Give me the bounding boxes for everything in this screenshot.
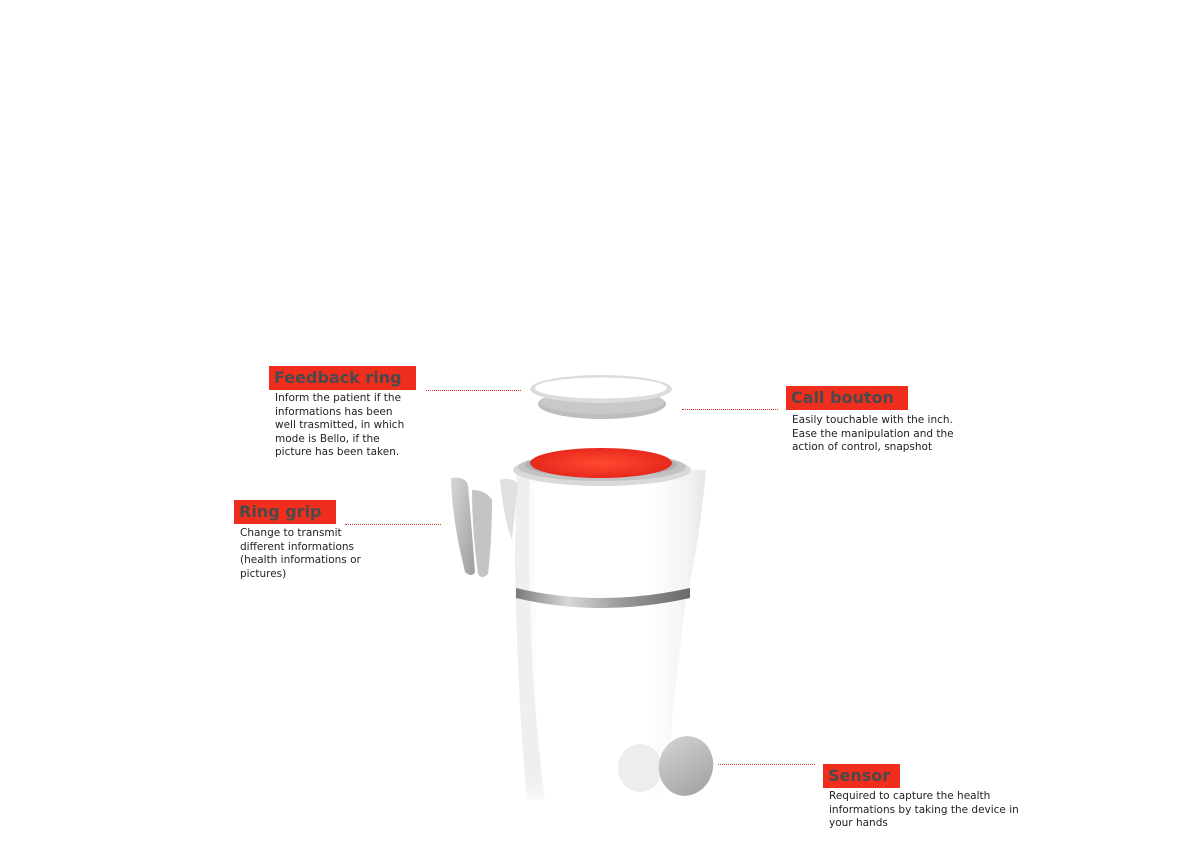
- ring-grip-title: Ring grip: [234, 500, 336, 524]
- leader-ring-grip: [345, 524, 441, 525]
- leader-feedback-ring: [426, 390, 521, 391]
- call-bouton-description: Easily touchable with the inch. Ease the manipulation and the action of control, snapshot: [792, 414, 954, 454]
- feedback-ring-title: Feedback ring: [269, 366, 416, 390]
- sensor-title: Sensor: [823, 764, 900, 788]
- leader-call-bouton: [682, 409, 778, 410]
- call-button-part: [513, 448, 691, 486]
- ring-grip-description: Change to transmit different informations (health informations or pictures): [240, 527, 361, 580]
- feedback-ring-part: [530, 375, 672, 419]
- sensor-description: Required to capture the health informations by taking the device in your hands: [829, 790, 1019, 830]
- feedback-ring-description: Inform the patient if the informations has been well trasmitted, in which mode is Bello, if the picture has been taken.: [275, 392, 405, 459]
- leader-sensor: [718, 764, 815, 765]
- call-bouton-title: Call bouton: [786, 386, 908, 410]
- ring-grip-part: [451, 478, 518, 577]
